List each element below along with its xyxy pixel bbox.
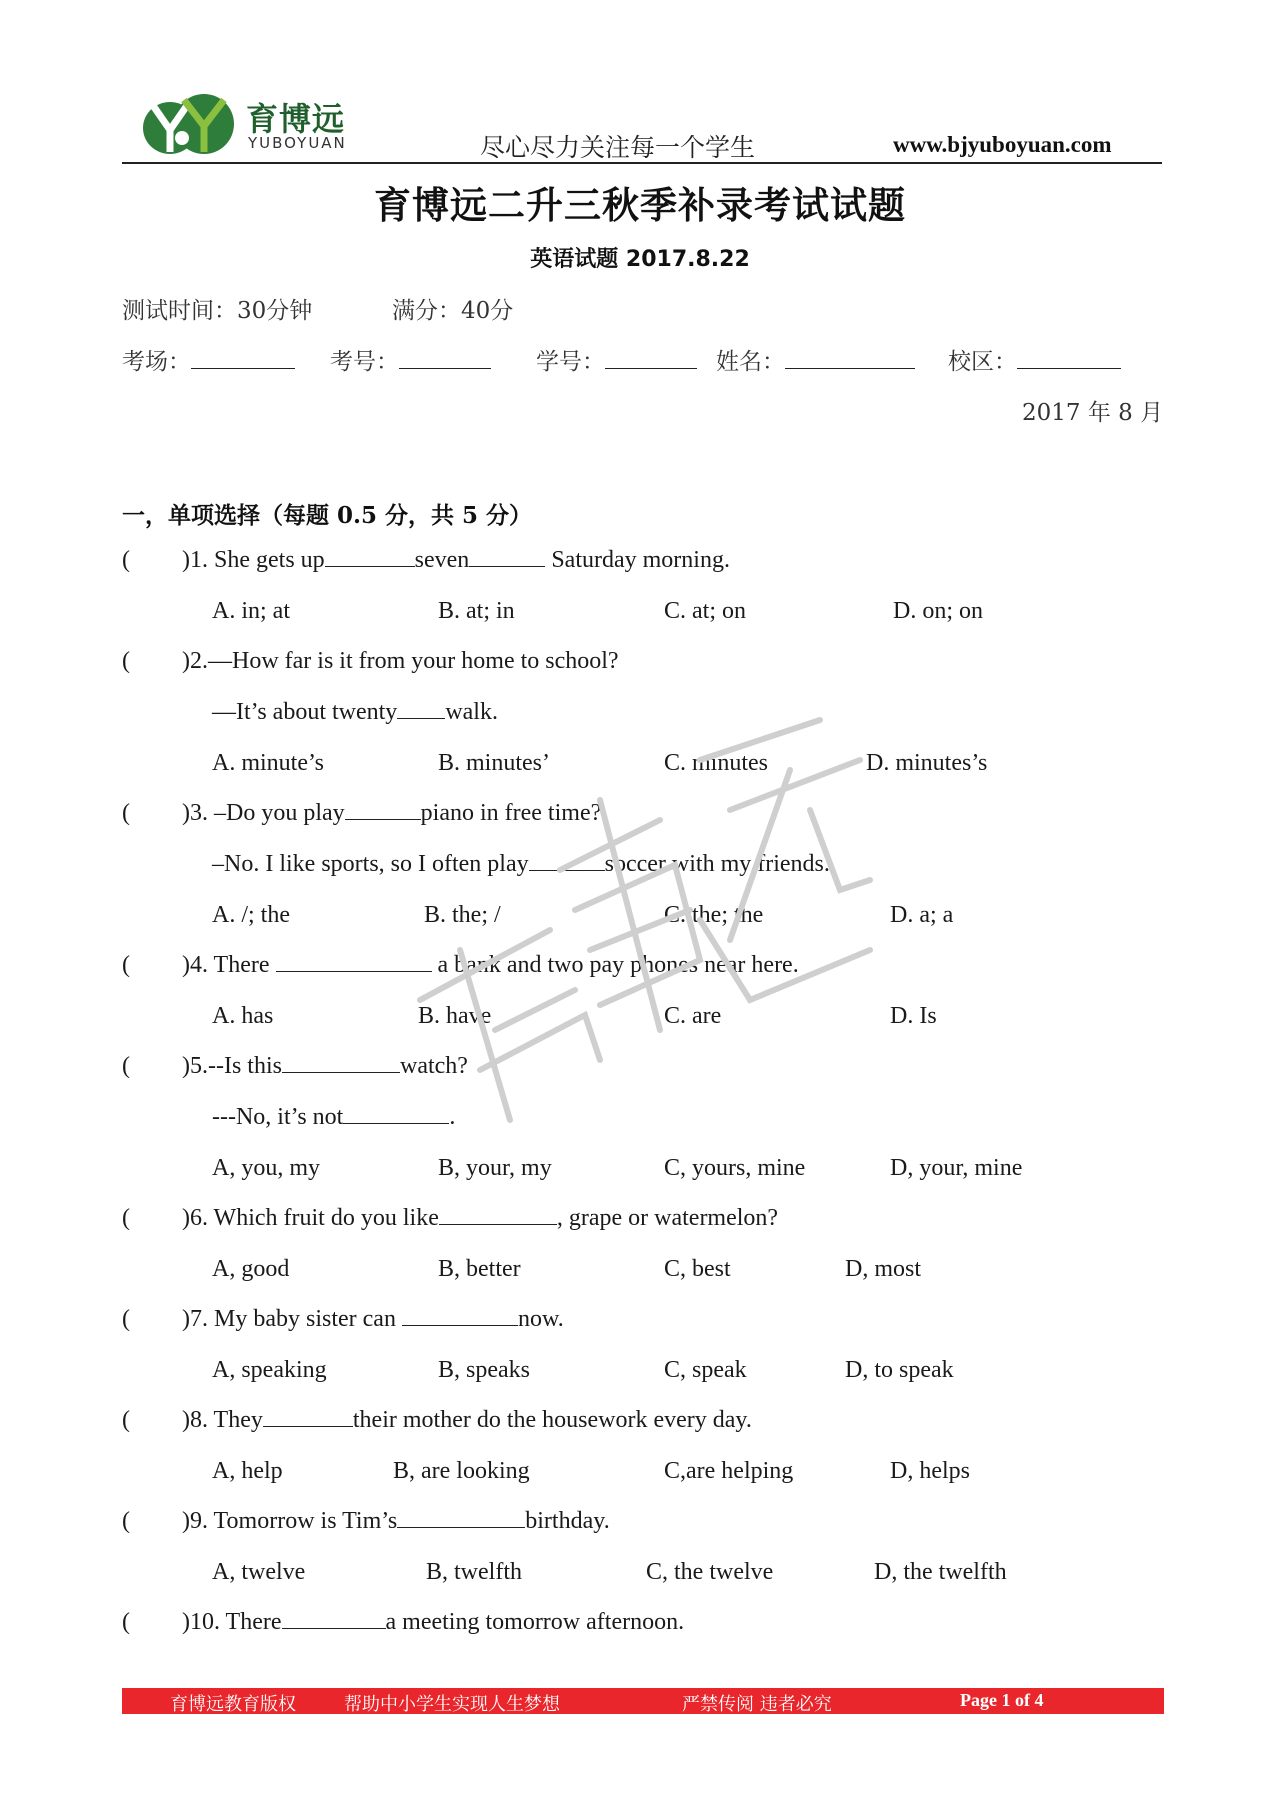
- answer-bracket[interactable]: (: [122, 648, 130, 674]
- fill-blank[interactable]: [276, 953, 432, 972]
- fill-blank[interactable]: [397, 700, 445, 719]
- option-b[interactable]: B. the; /: [424, 902, 501, 928]
- logo-mark-icon: [140, 90, 240, 156]
- option-b[interactable]: B, better: [438, 1256, 521, 1282]
- option-d[interactable]: D. Is: [890, 1003, 937, 1029]
- slogan: 尽心尽力关注每一个学生: [480, 133, 756, 162]
- option-d[interactable]: D, the twelfth: [874, 1559, 1007, 1585]
- field-exam-room: [122, 343, 295, 376]
- fill-blank[interactable]: [605, 348, 697, 369]
- footer-motto: 帮助中小学生实现人生梦想: [344, 1694, 560, 1715]
- field-label: 校区：: [948, 349, 1017, 375]
- fill-blank[interactable]: [282, 1054, 400, 1073]
- logo: [140, 90, 380, 160]
- fill-blank[interactable]: [345, 801, 421, 820]
- footer-copyright: 育博远教育版权: [170, 1694, 296, 1715]
- fill-blank[interactable]: [399, 348, 491, 369]
- field-student-id: [536, 343, 697, 376]
- option-b[interactable]: B, are looking: [393, 1458, 530, 1484]
- option-a[interactable]: A, good: [212, 1256, 290, 1282]
- section-heading: 一，单项选择（每题 0.5 分，共 5 分）: [122, 502, 533, 529]
- question-4: )4. There a bank and two pay phones near here.: [182, 952, 799, 978]
- field-campus: [948, 343, 1121, 376]
- logo-cn-text: 育博远: [246, 100, 346, 138]
- option-c[interactable]: C,are helping: [664, 1458, 794, 1484]
- fill-blank[interactable]: [282, 1610, 386, 1629]
- field-name: [716, 343, 915, 376]
- answer-bracket[interactable]: (: [122, 547, 130, 573]
- option-d[interactable]: D. on; on: [893, 598, 983, 624]
- answer-bracket[interactable]: (: [122, 1508, 130, 1534]
- fill-blank[interactable]: [1017, 348, 1121, 369]
- option-c[interactable]: C. at; on: [664, 598, 746, 624]
- option-d[interactable]: D, to speak: [845, 1357, 954, 1383]
- field-exam-number: [330, 343, 491, 376]
- fill-blank[interactable]: [191, 348, 295, 369]
- option-c[interactable]: C, best: [664, 1256, 731, 1282]
- page-title: 育博远二升三秋季补录考试试题: [374, 184, 906, 227]
- option-a[interactable]: A, twelve: [212, 1559, 306, 1585]
- option-b[interactable]: B, speaks: [438, 1357, 530, 1383]
- fill-blank[interactable]: [397, 1509, 525, 1528]
- answer-bracket[interactable]: (: [122, 1205, 130, 1231]
- question-5-reply: ---No, it’s not .: [212, 1104, 456, 1130]
- option-d[interactable]: D, your, mine: [890, 1155, 1023, 1181]
- question-6: )6. Which fruit do you like , grape or watermelon?: [182, 1205, 779, 1231]
- question-10: )10. There a meeting tomorrow afternoon.: [182, 1609, 685, 1635]
- header-divider: [122, 162, 1162, 164]
- option-a[interactable]: A, you, my: [212, 1155, 320, 1181]
- option-b[interactable]: B, twelfth: [426, 1559, 522, 1585]
- answer-bracket[interactable]: (: [122, 1053, 130, 1079]
- fill-blank[interactable]: [325, 548, 415, 567]
- option-c[interactable]: C, yours, mine: [664, 1155, 806, 1181]
- fill-blank[interactable]: [469, 548, 545, 567]
- question-8: )8. They their mother do the housework every day.: [182, 1407, 752, 1433]
- question-7: )7. My baby sister can now.: [182, 1306, 564, 1332]
- answer-bracket[interactable]: (: [122, 1306, 130, 1332]
- answer-bracket[interactable]: (: [122, 1609, 130, 1635]
- full-score: 满分：40分: [392, 298, 514, 324]
- option-c[interactable]: C. are: [664, 1003, 722, 1029]
- question-3: )3. –Do you play piano in free time?: [182, 800, 602, 826]
- answer-bracket[interactable]: (: [122, 800, 130, 826]
- option-a[interactable]: A, speaking: [212, 1357, 327, 1383]
- option-b[interactable]: B. have: [418, 1003, 492, 1029]
- fill-blank[interactable]: [785, 348, 915, 369]
- fill-blank[interactable]: [343, 1105, 449, 1124]
- test-time: 测试时间：30分钟: [122, 298, 313, 324]
- field-label: 学号：: [536, 349, 605, 375]
- option-d[interactable]: D, most: [845, 1256, 922, 1282]
- option-a[interactable]: A, help: [212, 1458, 283, 1484]
- footer-warning: 严禁传阅 违者必究: [682, 1694, 832, 1715]
- fill-blank[interactable]: [263, 1408, 353, 1427]
- option-c[interactable]: C. minutes: [664, 750, 769, 776]
- answer-bracket[interactable]: (: [122, 1407, 130, 1433]
- option-b[interactable]: B, your, my: [438, 1155, 552, 1181]
- field-label: 考号：: [330, 349, 399, 375]
- option-c[interactable]: C, the twelve: [646, 1559, 774, 1585]
- field-label: 姓名：: [716, 349, 785, 375]
- question-2: )2.—How far is it from your home to school?: [182, 648, 619, 674]
- field-label: 考场：: [122, 349, 191, 375]
- question-9: )9. Tomorrow is Tim’s birthday.: [182, 1508, 610, 1534]
- logo-en-text: YUBOYUAN: [248, 134, 347, 152]
- option-a[interactable]: A. in; at: [212, 598, 290, 624]
- page-subtitle: 英语试题 2017.8.22: [530, 247, 750, 272]
- question-1: )1. She gets up seven Saturday morning.: [182, 547, 730, 573]
- footer-bar: [122, 1688, 1164, 1714]
- question-2-reply: —It’s about twenty walk.: [212, 699, 498, 725]
- option-b[interactable]: B. at; in: [438, 598, 515, 624]
- option-d[interactable]: D, helps: [890, 1458, 970, 1484]
- answer-bracket[interactable]: (: [122, 952, 130, 978]
- question-5: )5.--Is this watch?: [182, 1053, 468, 1079]
- option-d[interactable]: D. a; a: [890, 902, 954, 928]
- fill-blank[interactable]: [402, 1307, 518, 1326]
- page-number: Page 1 of 4: [960, 1690, 1044, 1710]
- option-c[interactable]: C. the; the: [664, 902, 764, 928]
- option-a[interactable]: A. has: [212, 1003, 274, 1029]
- option-d[interactable]: D. minutes’s: [866, 750, 988, 776]
- fill-blank[interactable]: [529, 852, 605, 871]
- fill-blank[interactable]: [439, 1206, 557, 1225]
- option-a[interactable]: A. minute’s: [212, 750, 324, 776]
- question-3-reply: –No. I like sports, so I often play soccer with my friends.: [212, 851, 830, 877]
- option-b[interactable]: B. minutes’: [438, 750, 550, 776]
- option-c[interactable]: C, speak: [664, 1357, 747, 1383]
- option-a[interactable]: A. /; the: [212, 902, 290, 928]
- website: www.bjyuboyuan.com: [893, 132, 1112, 157]
- exam-date: 2017 年 8 月: [1022, 400, 1164, 426]
